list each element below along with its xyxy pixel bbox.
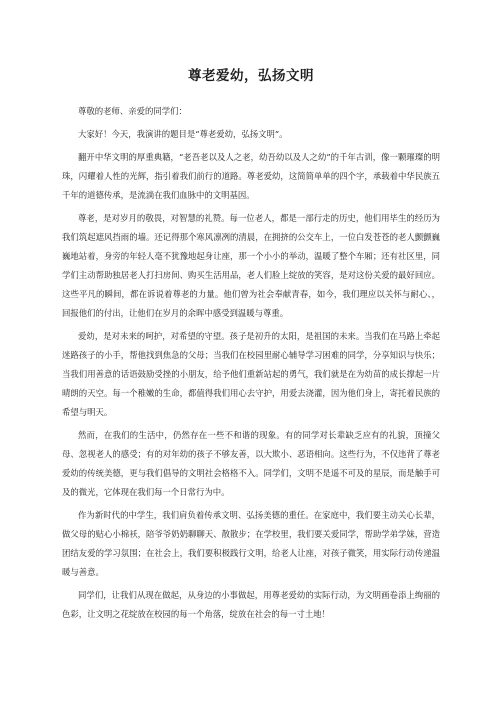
paragraph-3: 尊老，是对岁月的敬畏，对智慧的礼赞。每一位老人，都是一部行走的历史，他们用毕生的经历为我们筑起遮风挡雨的墙。还记得那个寒风凛冽的清晨，在拥挤的公交车上，一位白发苍苍的老人颤颤巍巍地站着，身旁的年轻人毫不犹豫地起身让座，那一个小小的举动，温暖了整个车厢；还有社区里，同学们主动帮助独居老人打扫房间、购买生活用品，老人们脸上绽放的笑容，是对这份关爱的最好回应。这些平凡的瞬间，都在诉说着尊老的力量。他们曾为社会奉献青春，如今，我们理应以关怀与耐心、，回报他们的付出，让他们在岁月的余晖中感受到温暖与尊重。 [62,213,440,318]
paragraph-6: 作为新时代的中学生，我们肩负着传承文明、弘扬美德的重任。在家庭中，我们要主动关心长辈，做父母的贴心小棉袄，陪爷爷奶奶聊聊天、散散步；在学校里，我们要关爱同学，帮助学弟学妹，营造团结友爱的学习氛围；在社会上，我们要积极践行文明，给老人让座，对孩子微笑，用实际行动传递温暖与善意。 [62,510,440,577]
paragraph-2: 翻开中华文明的厚重典籍，“老吾老以及人之老，幼吾幼以及人之幼”的千年古训，像一颗璀璨的明珠，闪耀着人性的光辉，指引着我们前行的道路。尊老爱幼，这简简单单的四个字，承载着中华民族五千年的道德传承，是流淌在我们血脉中的文明基因。 [62,152,440,200]
greeting-line: 尊敬的老师、亲爱的同学们： [78,106,187,116]
paragraph-4: 爱幼，是对未来的呵护，对希望的守望。孩子是初升的太阳，是祖国的未来。当我们在马路上牵起迷路孩子的小手，帮他找到焦急的父母；当我们在校园里耐心辅导学习困难的同学，分享知识与快乐；当我们用善意的话语鼓励受挫的小朋友，给予他们重新站起的勇气，我们就是在为幼苗的成长撑起一片晴朗的天空。每一个稚嫩的生命，都值得我们用心去守护，用爱去浇灌，因为他们身上，寄托着民族的希望与明天。 [62,331,440,417]
document-page [62,64,440,628]
document-title: 尊老爱幼，弘扬文明 [188,68,314,84]
paragraph-5: 然而，在我们的生活中，仍然存在一些不和谐的现象。有的同学对长辈缺乏应有的礼貌，顶撞父母、忽视老人的感受；有的对年幼的孩子不够友善，以大欺小、恶语相向。这些行为，不仅违背了尊老爱幼的传统美德，更与我们倡导的文明社会格格不入。同学们，文明不是遥不可及的星辰，而是触手可及的微光，它体现在我们每一个日常行为中。 [62,430,440,497]
paragraph-7: 同学们，让我们从现在做起，从身边的小事做起，用尊老爱幼的实际行动，为文明画卷添上绚丽的色彩，让文明之花绽放在校园的每一个角落，绽放在社会的每一寸土地！ [62,590,440,619]
paragraph-1: 大家好！今天，我演讲的题目是“尊老爱幼，弘扬文明”。 [78,129,288,139]
